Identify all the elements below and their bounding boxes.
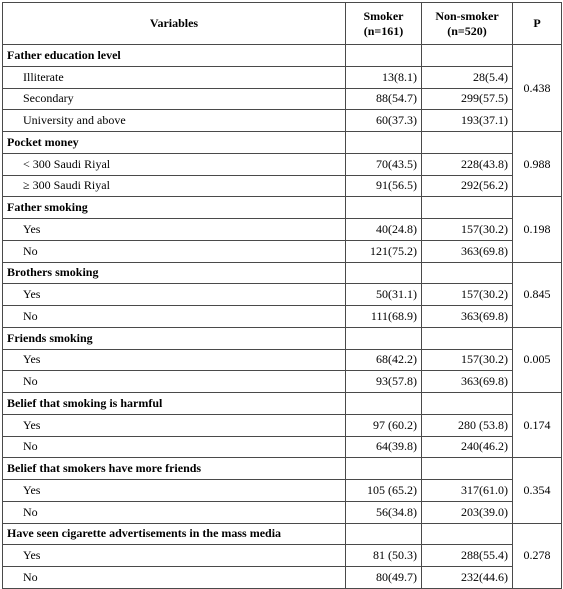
group-row (3, 458, 562, 480)
p-value: 0.845 (513, 262, 562, 327)
empty-cell (346, 197, 422, 219)
nonsmoker-value: 317(61.0) (422, 480, 513, 502)
table-row (3, 66, 562, 88)
header-nonsmoker-label: Non-smoker (435, 8, 499, 23)
table-row (3, 436, 562, 458)
nonsmoker-value: 157(30.2) (422, 284, 513, 306)
group-title: Have seen cigarette advertisements in the mass media (3, 523, 346, 545)
nonsmoker-value: 157(30.2) (422, 349, 513, 371)
smoker-value: 68(42.2) (346, 349, 422, 371)
nonsmoker-value: 193(37.1) (422, 110, 513, 132)
group-title: Friends smoking (3, 327, 346, 349)
table-body (3, 45, 562, 589)
row-label: Yes (3, 545, 346, 567)
table-row (3, 480, 562, 502)
nonsmoker-value: 228(43.8) (422, 153, 513, 175)
group-title: Father smoking (3, 197, 346, 219)
nonsmoker-value: 157(30.2) (422, 219, 513, 241)
smoker-value: 50(31.1) (346, 284, 422, 306)
header-nonsmoker (422, 3, 513, 45)
p-value: 0.354 (513, 458, 562, 523)
group-row (3, 132, 562, 154)
smoker-value: 70(43.5) (346, 153, 422, 175)
group-row (3, 45, 562, 67)
row-label: Secondary (3, 88, 346, 110)
group-row (3, 197, 562, 219)
header-row (3, 3, 562, 45)
row-label: No (3, 501, 346, 523)
p-value: 0.988 (513, 132, 562, 197)
row-label: < 300 Saudi Riyal (3, 153, 346, 175)
table-row (3, 240, 562, 262)
smoker-value: 40(24.8) (346, 219, 422, 241)
group-row (3, 262, 562, 284)
group-row (3, 523, 562, 545)
smoker-value: 13(8.1) (346, 66, 422, 88)
row-label: ≥ 300 Saudi Riyal (3, 175, 346, 197)
table-row (3, 110, 562, 132)
empty-cell (346, 45, 422, 67)
header-nonsmoker-n: (n=520) (447, 23, 487, 38)
row-label: Yes (3, 480, 346, 502)
table-row (3, 219, 562, 241)
nonsmoker-value: 363(69.8) (422, 371, 513, 393)
empty-cell (346, 327, 422, 349)
header-smoker-n: (n=161) (363, 23, 404, 38)
row-label: No (3, 240, 346, 262)
nonsmoker-value: 363(69.8) (422, 306, 513, 328)
row-label: Yes (3, 349, 346, 371)
smoker-value: 97 (60.2) (346, 414, 422, 436)
nonsmoker-value: 232(44.6) (422, 567, 513, 589)
nonsmoker-value: 363(69.8) (422, 240, 513, 262)
table-row (3, 349, 562, 371)
smoker-value: 56(34.8) (346, 501, 422, 523)
group-row (3, 327, 562, 349)
smoker-value: 81 (50.3) (346, 545, 422, 567)
table-row (3, 414, 562, 436)
empty-cell (422, 393, 513, 415)
table-row (3, 501, 562, 523)
empty-cell (422, 327, 513, 349)
nonsmoker-value: 240(46.2) (422, 436, 513, 458)
empty-cell (346, 393, 422, 415)
empty-cell (346, 458, 422, 480)
row-label: Yes (3, 414, 346, 436)
smoker-value: 93(57.8) (346, 371, 422, 393)
row-label: Yes (3, 284, 346, 306)
smoking-factors-table (2, 2, 562, 589)
row-label: No (3, 436, 346, 458)
group-title: Brothers smoking (3, 262, 346, 284)
nonsmoker-value: 28(5.4) (422, 66, 513, 88)
nonsmoker-value: 292(56.2) (422, 175, 513, 197)
nonsmoker-value: 288(55.4) (422, 545, 513, 567)
table-row (3, 371, 562, 393)
row-label: Illiterate (3, 66, 346, 88)
header-smoker-label: Smoker (363, 8, 404, 23)
empty-cell (422, 458, 513, 480)
smoker-value: 80(49.7) (346, 567, 422, 589)
table-row (3, 545, 562, 567)
p-value: 0.278 (513, 523, 562, 588)
group-title: Belief that smokers have more friends (3, 458, 346, 480)
row-label: Yes (3, 219, 346, 241)
p-value: 0.005 (513, 327, 562, 392)
smoker-value: 111(68.9) (346, 306, 422, 328)
row-label: University and above (3, 110, 346, 132)
table-row (3, 88, 562, 110)
group-title: Father education level (3, 45, 346, 67)
empty-cell (422, 132, 513, 154)
smoker-value: 64(39.8) (346, 436, 422, 458)
header-variables: Variables (3, 3, 346, 45)
smoker-value: 88(54.7) (346, 88, 422, 110)
table-row (3, 175, 562, 197)
empty-cell (422, 45, 513, 67)
table-row (3, 306, 562, 328)
smoker-value: 121(75.2) (346, 240, 422, 262)
empty-cell (422, 197, 513, 219)
table-row (3, 284, 562, 306)
p-value: 0.174 (513, 393, 562, 458)
empty-cell (422, 262, 513, 284)
smoker-value: 91(56.5) (346, 175, 422, 197)
empty-cell (346, 262, 422, 284)
nonsmoker-value: 299(57.5) (422, 88, 513, 110)
empty-cell (346, 523, 422, 545)
group-title: Belief that smoking is harmful (3, 393, 346, 415)
table-row (3, 567, 562, 589)
smoker-value: 60(37.3) (346, 110, 422, 132)
row-label: No (3, 567, 346, 589)
empty-cell (422, 523, 513, 545)
table-row (3, 153, 562, 175)
header-p: P (513, 3, 562, 45)
row-label: No (3, 306, 346, 328)
smoker-value: 105 (65.2) (346, 480, 422, 502)
nonsmoker-value: 203(39.0) (422, 501, 513, 523)
header-smoker (346, 3, 422, 45)
p-value: 0.438 (513, 45, 562, 132)
nonsmoker-value: 280 (53.8) (422, 414, 513, 436)
group-title: Pocket money (3, 132, 346, 154)
group-row (3, 393, 562, 415)
empty-cell (346, 132, 422, 154)
p-value: 0.198 (513, 197, 562, 262)
row-label: No (3, 371, 346, 393)
